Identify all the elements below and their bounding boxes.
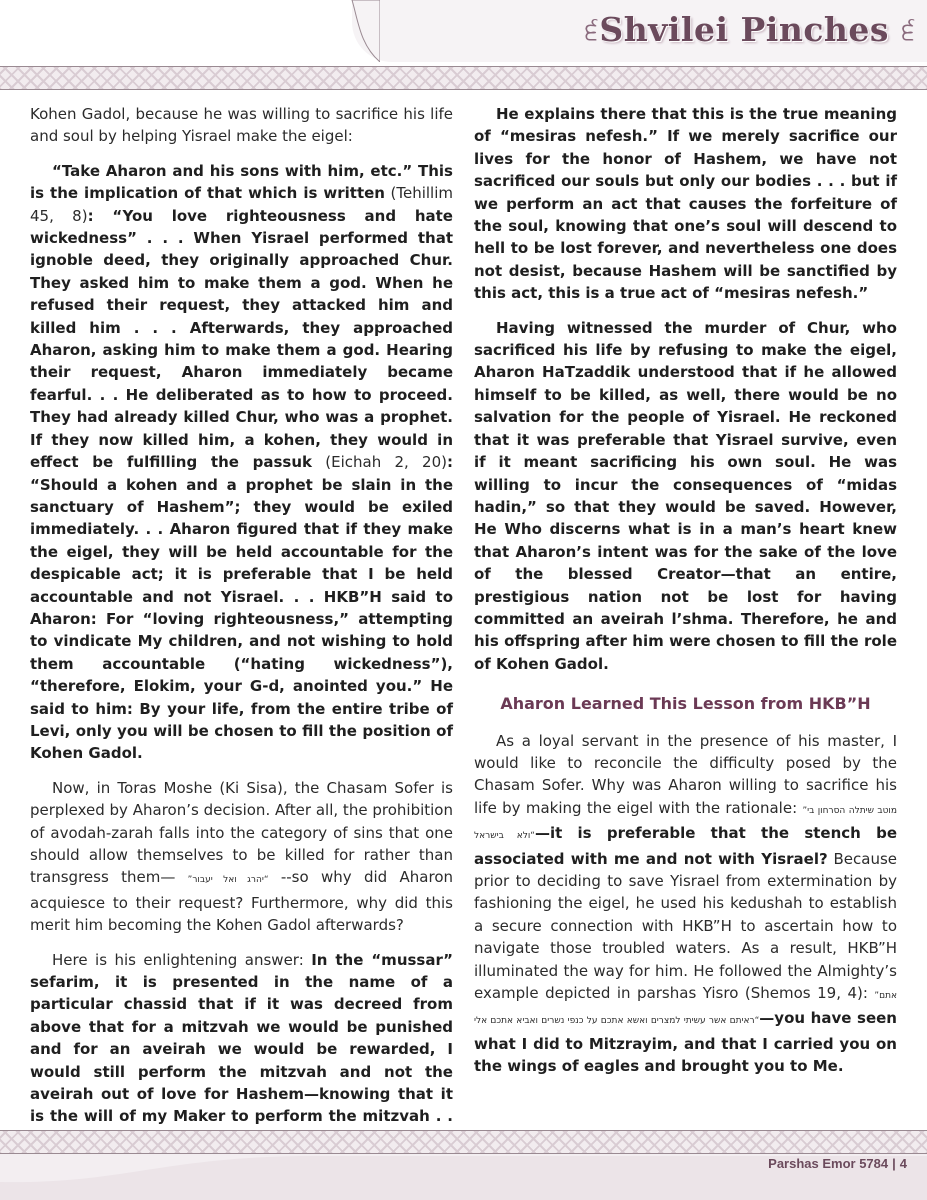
paragraph: He explains there that this is the true meaning of “mesiras nefesh.” If we merely sacrifice our lives for the honor of Hashem, we have not sacrificed our souls but only our bodies . . . but if we perform an act that causes the forfeiture of the soul, knowing that one’s soul will descend to hell to be lost forever, and nevertheless one does not desist, because Hashem will be sanctified by this act, this is a true act of “mesiras nefesh.” [474, 105, 897, 303]
paragraph: Now, in Toras Moshe (Ki Sisa), the Chasam Sofer is perplexed by Aharon’s decision. After all, the prohibition of avodah-zarah falls into the category of sins that one should allow themselves to be killed for rather than transgress them— ”יהרג ואל יעבור“ --so why did Aharon acquiesce to their request? Furthermore, why did this merit him becoming the Kohen Gadol afterwards? [30, 778, 453, 935]
right-column [474, 103, 897, 1090]
paragraph: “Take Aharon and his sons with him, etc.” This is the implication of that which is written (Tehillim 45, 8): “You love righteousness and hate wickedness” . . . When Yisrael performed that ignoble deed, they originally approached Chur. They asked him to make them a god. When he refused their request, they attacked him and killed him . . . Afterwards, they approached Aharon, asking him to make them a god. Hearing their request, Aharon immediately became fearful. . . He deliberated as to how to proceed. They had already killed Chur, who was a prophet. If they now killed him, a kohen, they would in effect be fulfilling the passuk (Eichah 2, 20): “Should a kohen and a prophet be slain in the sanctuary of Hashem”; they would be exiled immediately. . . Aharon figured that if they make the eigel, they will be held accountable for the despicable act; it is preferable that I be held accountable and not Yisrael. . . HKB”H said to Aharon: For “loving righteousness,” attempting to vindicate My children, and not wishing to hold them accountable (“hating wickedness”), “therefore, Elokim, your G-d, anointed you.” He said to him: By your life, from the entire tribe of Levi, only you will be chosen to fill the position of Kohen Gadol. [30, 161, 453, 763]
paragraph: Kohen Gadol, because he was willing to sacrifice his life and soul by helping Yisrael make the eigel: [30, 105, 453, 146]
paragraph: Here is his enlightening answer: In the “mussar” sefarim, it is presented in the name of a particular chassid that if it was decreed from above that for a mitzvah we would be punished and for an aveirah we would be rewarded, I would still perform the mitzvah and not the aveirah out of love for Hashem—knowing that it is the will of my Maker to perform the mitzvah . . [30, 950, 454, 1126]
footer-page-info [768, 1156, 907, 1171]
issue-label: Parshas Emor 5784 [768, 1156, 889, 1171]
paragraph: As a loyal servant in the presence of his master, I would like to reconcile the difficulty posed by the Chasam Sofer. Why was Aharon willing to sacrifice his life by making the eigel with the rationale: ”מוטב שיתלה הסרחון בי ולא בישראל“—it is preferable that the stench be associated with me and not with Yisrael? Because prior to deciding to save Yisrael from extermination by fashioning the eigel, he used his kedushah to establish a secure connection with HKB”H to ascertain how to navigate those troubled waters. As a result, HKB”H illuminated the way for him. He followed the Almighty’s example depicted in parshas Yisro (Shemos 19, 4): ”אתם ראיתם אשר עשיתי למצרים ואשא אתכם על כנפי נשרים ואביא אתכם אלי“—you have seen what I did to Mitzrayim, and that I carried you on the wings of eagles and brought you to Me. [474, 731, 898, 1076]
page-number: 4 [899, 1156, 907, 1171]
separator: | [892, 1156, 896, 1171]
publication-title: Shvilei Pinches [599, 10, 889, 49]
swirl-ornament-icon: ੬ [901, 16, 915, 46]
left-column [30, 103, 453, 1162]
swirl-ornament-icon: ੬ [585, 16, 599, 46]
paragraph: Having witnessed the murder of Chur, who sacrificed his life by refusing to make the eigel, Aharon HaTzaddik understood that if he allowed himself to be killed, as well, there would be no salvation for the people of Yisrael. He reckoned that it was preferable that Yisrael survive, even if it meant sacrificing his own soul. He was willing to incur the consequences of “midas hadin,” so that they would be saved. However, He Who discerns what is in a man’s heart knew that Aharon’s intent was for the sake of the love of the blessed Creator—that an entire, prestigious nation not be lost for having committed an aveirah l’shma. Therefore, he and his offspring after him were chosen to fill the role of Kohen Gadol. [474, 318, 897, 673]
header-curve [340, 0, 380, 62]
top-ornament-band [0, 66, 927, 90]
section-heading: Aharon Learned This Lesson from HKB”H [500, 694, 871, 714]
bottom-ornament-band [0, 1130, 927, 1154]
